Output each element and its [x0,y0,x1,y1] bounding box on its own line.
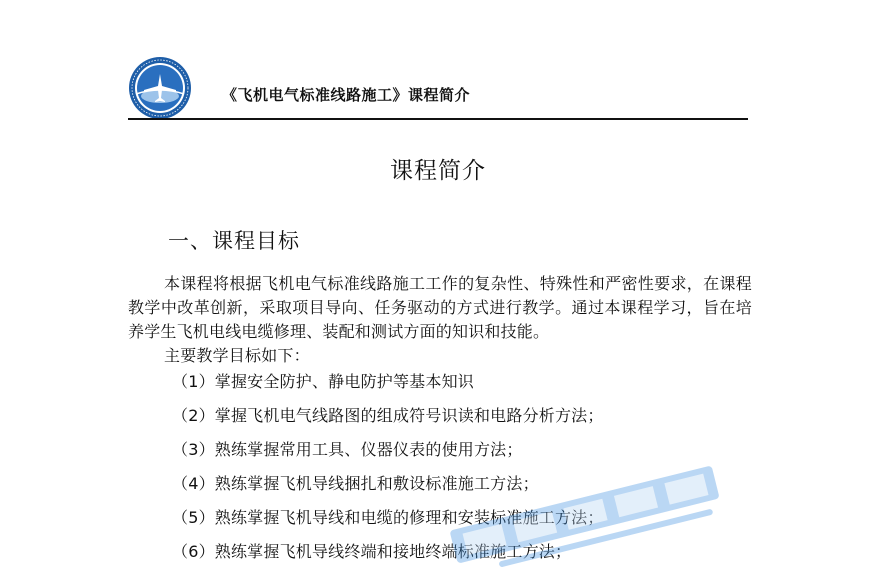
objectives-intro: 主要教学目标如下： [164,346,310,365]
objective-item: （5）熟练掌握飞机导线和电缆的修理和安装标准施工方法； [172,508,604,527]
header-title: 《飞机电气标准线路施工》课程简介 [222,86,471,104]
objectives-list [172,370,604,574]
objective-item: （4）熟练掌握飞机导线捆扎和敷设标准施工方法； [172,474,539,493]
section-title: 一、课程目标 [168,229,300,253]
body-paragraph: 本课程将根据飞机电气标准线路施工工作的复杂性、特殊性和严密性要求，在课程教学中改革创新，采取项目导向、任务驱动的方式进行教学。通过本课程学习，旨在培养学生飞机电线电缆修理、装配和测试方面的知识和技能。 [128,274,752,341]
objective-item: （1）掌握安全防护、静电防护等基本知识 [172,372,474,391]
objective-item: （6）熟练掌握飞机导线终端和接地终端标准施工方法； [172,542,572,561]
page-title: 课程简介 [390,158,486,184]
college-emblem-airplane-icon [128,56,192,120]
objective-item: （3）熟练掌握常用工具、仪器仪表的使用方法； [172,440,523,459]
header-divider [128,118,748,120]
objective-item: （2）掌握飞机电气线路图的组成符号识读和电路分析方法； [172,406,604,425]
